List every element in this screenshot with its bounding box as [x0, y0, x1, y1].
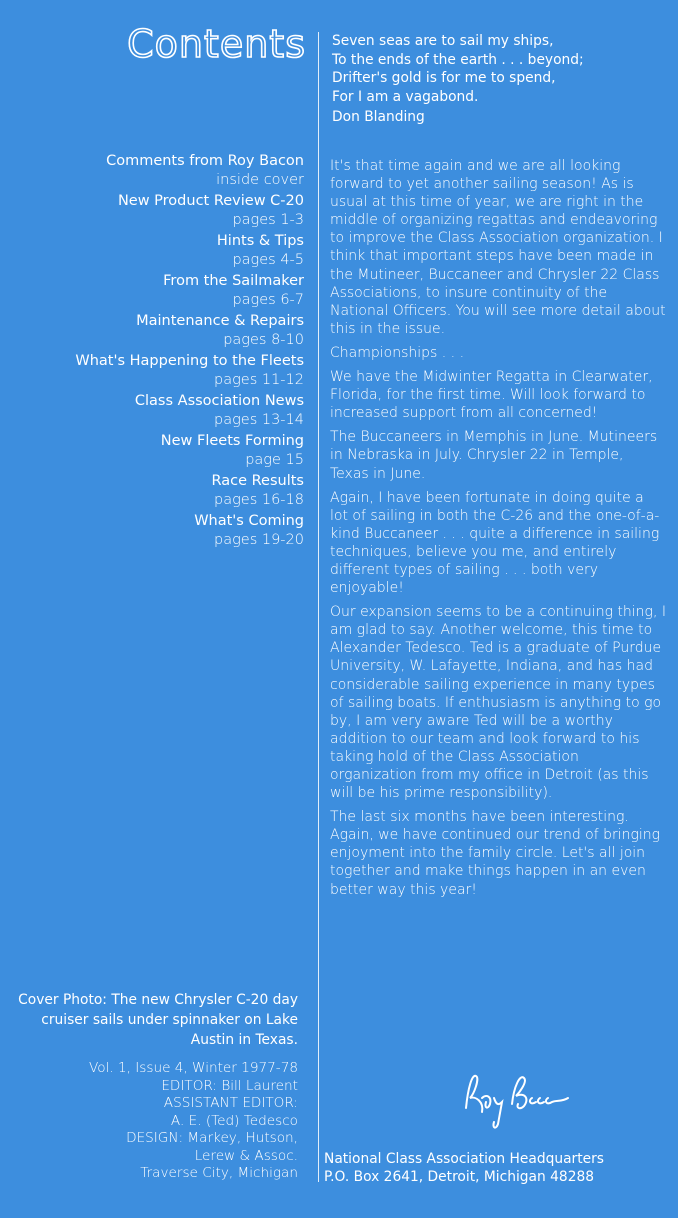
toc-item-title: Race Results	[211, 473, 304, 489]
toc-item-pages: inside cover	[216, 172, 304, 188]
poem-author: Don Blanding	[332, 109, 425, 125]
toc-item-pages: pages 6-7	[232, 292, 304, 308]
toc-item-pages: page 15	[245, 452, 304, 468]
letter-paragraph: We have the Midwinter Regatta in Clearwater, Florida, for the first time. Will look forward to increased support from all concerned!	[330, 369, 653, 422]
issue-line: Vol. 1, Issue 4, Winter 1977-78	[89, 1060, 298, 1076]
letter-paragraph: The Buccaneers in Memphis in June. Mutineers in Nebraska in July. Chrysler 22 in Temple, Texas in June.	[330, 429, 658, 482]
masthead	[8, 1060, 298, 1183]
letter-paragraph: It's that time again and we are all looking forward to yet another sailing season! As is usual at this time of year, we are right in the middle of organizing regattas and endeavoring to improve the Class Association organization. I think that important steps have been made in the Mutineer, Buccaneer and Chrysler 22 Class Associations, to insure continuity of the National Officers. You will see more detail about this in the issue.	[330, 158, 666, 337]
toc-item[interactable]	[4, 312, 304, 350]
poem-line: Drifter's gold is for me to spend,	[332, 70, 556, 86]
letter-paragraph: Our expansion seems to be a continuing thing, I am glad to say. Another welcome, this time to Alexander Tedesco. Ted is a graduate of Purdue University, W. Lafayette, Indiana, and has had considerable sailing experience in many types of sailing boats. If enthusiasm is anything to go by, I am very aware Ted will be a worthy addition to our team and look forward to his taking hold of the Class Association organization from my office in Detroit (as this will be his prime responsibility).	[330, 604, 666, 802]
editor-line: EDITOR: Bill Laurent	[161, 1077, 298, 1094]
toc-item-pages: pages 8-10	[223, 332, 304, 348]
assistant-editor-label: ASSISTANT EDITOR:	[163, 1095, 298, 1111]
toc-item-pages: pages 16-18	[213, 492, 304, 508]
letter-paragraph: The last six months have been interesting. Again, we have continued our trend of bringing enjoyment into the family circle. Let's all join together and make things happen in an even better way this year!	[330, 809, 661, 898]
toc-item-pages: pages 11-12	[213, 372, 304, 388]
assistant-editor-name: A. E. (Ted) Tedesco	[170, 1112, 298, 1129]
epigraph-poem	[332, 32, 662, 106]
toc-item-title: Maintenance & Repairs	[136, 313, 304, 329]
toc-item[interactable]	[4, 432, 304, 470]
toc-item[interactable]	[4, 232, 304, 270]
hq-line: P.O. Box 2641, Detroit, Michigan 48288	[324, 1169, 595, 1185]
toc-item[interactable]	[4, 392, 304, 430]
handwritten-signature	[458, 1068, 578, 1132]
toc-item-title: Class Association News	[134, 393, 304, 409]
toc-item-pages: pages 13-14	[213, 412, 304, 428]
poem-line: For I am a vagabond.	[332, 88, 479, 105]
editor-letter	[330, 157, 666, 905]
column-divider	[318, 32, 319, 1182]
poem-line: To the ends of the earth . . . beyond;	[332, 51, 584, 68]
letter-paragraph: Again, I have been fortunate in doing quite a lot of sailing in both the C-26 and the one-of-a-kind Buccaneer . . . quite a difference in sailing techniques, believe you me, and entirely different types of sailing . . . both very enjoyable!	[330, 489, 660, 597]
right-column	[324, 0, 672, 1218]
toc-item-pages: pages 19-20	[213, 532, 304, 548]
design-line: Lerew & Assoc.	[194, 1147, 298, 1164]
toc-item[interactable]	[4, 152, 304, 190]
toc-item-pages: pages 1-3	[232, 212, 304, 228]
toc-item-title: What's Coming	[194, 513, 304, 529]
hq-line: National Class Association Headquarters	[324, 1151, 604, 1167]
location-line: Traverse City, Michigan	[140, 1165, 298, 1181]
poem-line: Seven seas are to sail my ships,	[332, 33, 554, 49]
letter-paragraph: Championships . . .	[330, 344, 465, 361]
toc-item[interactable]	[4, 512, 304, 550]
toc-item-title: From the Sailmaker	[163, 273, 304, 289]
left-column	[0, 0, 312, 1218]
toc-item[interactable]	[4, 472, 304, 510]
toc-item-pages: pages 4-5	[232, 252, 304, 268]
contents-heading: Contents	[127, 22, 306, 66]
toc-item[interactable]	[4, 352, 304, 390]
cover-photo-caption: Cover Photo: The new Chrysler C-20 day cruiser sails under spinnaker on Lake Austin in Texas.	[18, 992, 298, 1048]
toc-item-title: Comments from Roy Bacon	[106, 153, 304, 169]
table-of-contents	[4, 152, 304, 552]
toc-item-title: Hints & Tips	[216, 233, 304, 249]
toc-item-title: New Product Review C-20	[117, 193, 304, 209]
toc-item-title: New Fleets Forming	[160, 433, 304, 449]
toc-item-title: What's Happening to the Fleets	[75, 353, 304, 369]
toc-item[interactable]	[4, 192, 304, 230]
design-line: DESIGN: Markey, Hutson,	[126, 1130, 298, 1146]
headquarters-address	[324, 1150, 644, 1186]
toc-item[interactable]	[4, 272, 304, 310]
